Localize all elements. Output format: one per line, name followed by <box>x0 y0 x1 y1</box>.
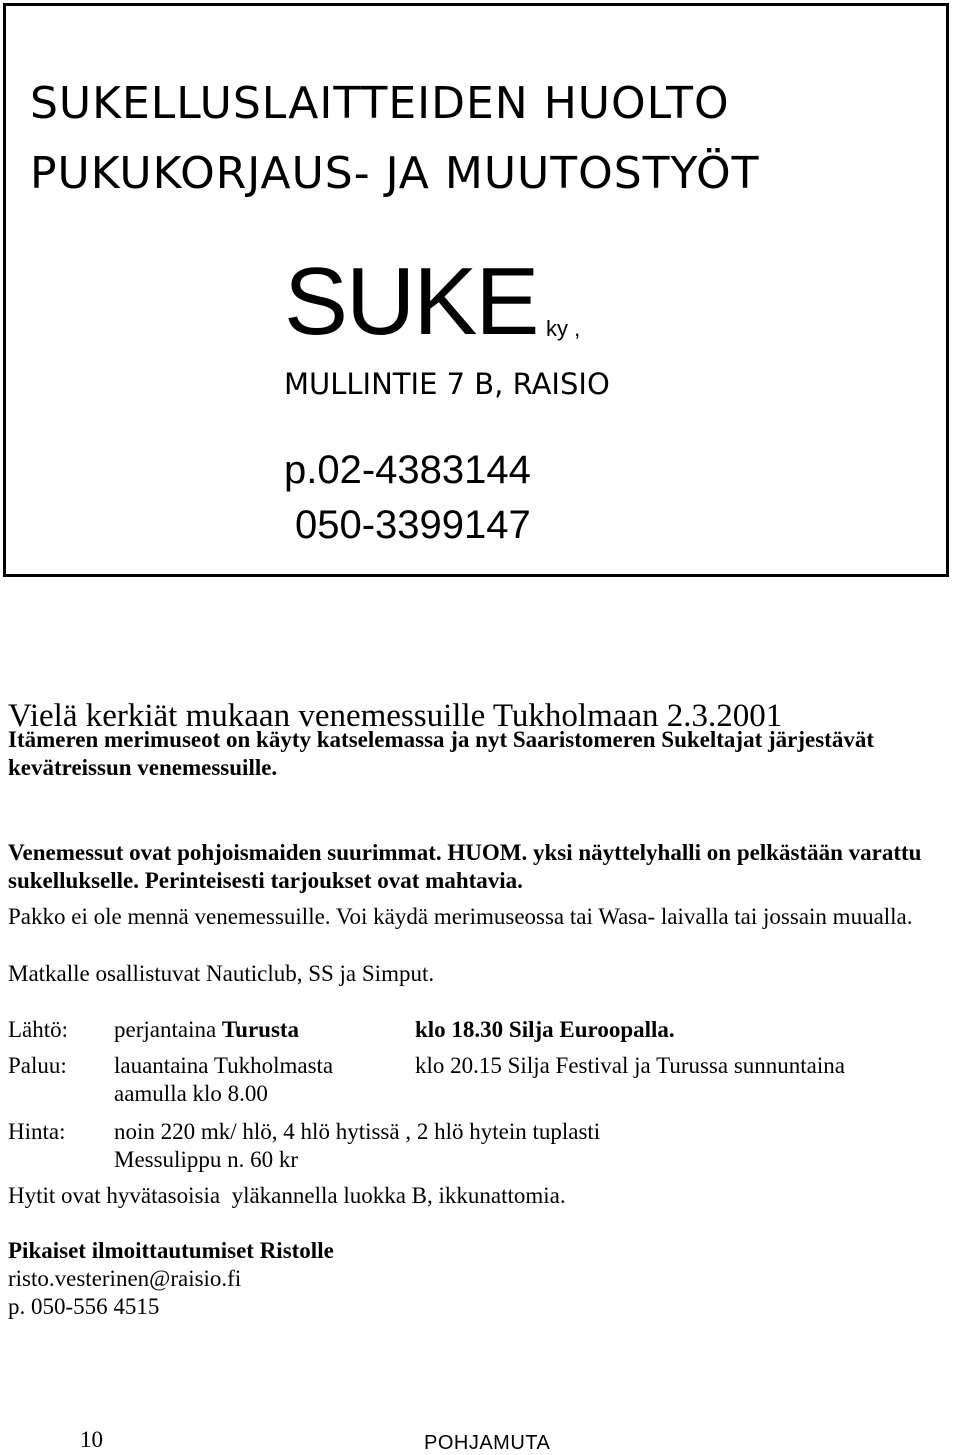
ad-address: MULLINTIE 7 B, RAISIO <box>284 367 610 401</box>
departure-day-place <box>114 1016 299 1044</box>
ad-phone-2: 050-3399147 <box>295 503 531 547</box>
return-time: klo 20.15 Silja Festival ja Turussa sunnuntaina <box>415 1053 845 1078</box>
page-number: 10 <box>80 1427 103 1452</box>
price-label: Hinta: <box>8 1119 66 1144</box>
price-line-1: noin 220 mk/ hlö, 4 hlö hytissä , 2 hlö hytein tuplasti <box>114 1119 601 1144</box>
price-line-2: Messulippu n. 60 kr <box>114 1147 298 1172</box>
contact-phone: p. 050-556 4515 <box>8 1294 160 1319</box>
departure-place: Turusta <box>221 1017 300 1042</box>
return-time-continued: aamulla klo 8.00 <box>114 1081 268 1106</box>
departure-day: perjantaina <box>114 1017 217 1042</box>
ad-service-line-2: PUKUKORJAUS- JA MUUTOSTYÖT <box>30 148 760 199</box>
article-headline: Vielä kerkiät mukaan venemessuille Tukholmaan 2.3.2001 <box>8 698 783 734</box>
article-paragraph-1: Itämeren merimuseot on käyty katselemassa ja nyt Saaristomeren Sukeltajat järjestävät kevätreissun venemessuille. <box>8 727 874 780</box>
article-paragraph-4: Matkalle osallistuvat Nauticlub, SS ja Simput. <box>8 961 435 986</box>
ad-brand-name: SUKE <box>284 248 538 355</box>
ad-service-line-1: SUKELLUSLAITTEIDEN HUOLTO <box>30 78 730 129</box>
article-paragraph-3: Pakko ei ole mennä venemessuille. Voi käydä merimuseossa tai Wasa- laivalla tai jossain muualla. <box>8 904 913 929</box>
ad-brand-suffix: ky , <box>546 316 581 341</box>
publication-name: POHJAMUTA <box>424 1432 551 1454</box>
article-paragraph-2: Venemessut ovat pohjoismaiden suurimmat. HUOM. yksi näyttelyhalli on pelkästään varattu sukellukselle. Perinteisesti tarjoukset ovat mahtavia. <box>8 840 922 893</box>
ad-phone-1: p.02-4383144 <box>284 448 531 492</box>
contact-email: risto.vesterinen@raisio.fi <box>8 1266 242 1291</box>
return-day-place: lauantaina Tukholmasta <box>114 1053 334 1078</box>
cabins-info: Hytit ovat hyvätasoisia yläkannella luokka B, ikkunattomia. <box>8 1183 566 1208</box>
departure-label: Lähtö: <box>8 1017 69 1042</box>
departure-time: klo 18.30 Silja Euroopalla. <box>415 1017 675 1042</box>
contact-title: Pikaiset ilmoittautumiset Ristolle <box>8 1238 334 1263</box>
return-label: Paluu: <box>8 1053 67 1078</box>
